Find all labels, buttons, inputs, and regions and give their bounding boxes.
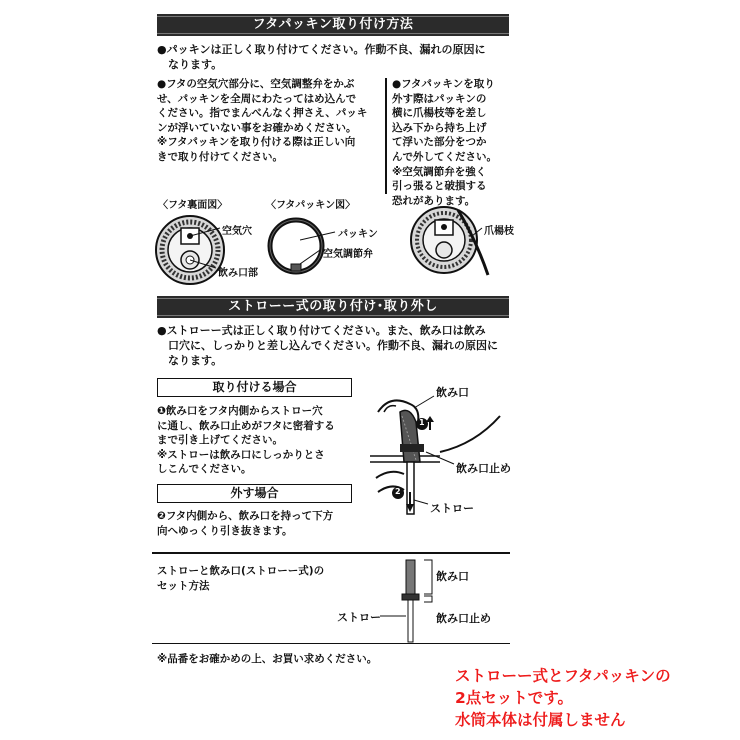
packing-right-note: ●フタパッキンを取り 外す際はパッキンの 横に爪楊枝等を差し 込み下から持ち上げ て浮いた部分をつか んで外してください。 ※空気調節弁を強く 引っ張ると破損する 恐れがあります。 <box>392 78 497 207</box>
set-straw-label: ストロー <box>337 611 381 624</box>
stopper-label: 飲み口止め <box>456 462 511 475</box>
air-valve-label: 空気調節弁 <box>323 249 373 260</box>
straw-leader <box>380 610 410 622</box>
toothpick-label: 爪楊枝 <box>484 226 514 237</box>
remove-text: ❷フタ内側から、飲み口を持って下方 向へゆっくり引き抜きます。 <box>157 510 334 537</box>
air-hole-label: 空気穴 <box>222 226 252 237</box>
packing-left-note: ●フタの空気穴部分に、空気調整弁をかぶ せ、パッキンを全周にわたってはめ込んで ください。指でまんべんなく押さえ、パッキ ンが浮いていない事をお確かめください。 ※フタパッキンを取り付ける際は正しい向 きで取り付けてください。 <box>157 78 368 163</box>
remove-header: 外す場合 <box>157 484 352 503</box>
set-title: ストローと飲み口(ストローー式)の セット方法 <box>157 565 325 592</box>
packing-intro: ●パッキンは正しく取り付けてください。作動不良、漏れの原因に なります。 <box>157 43 486 71</box>
straw-intro: ●ストローー式は正しく取り付けてください。また、飲み口は飲み 口穴に、しっかりと差し込んでください。作動不良、漏れの原因に なります。 <box>157 324 498 367</box>
attach-header: 取り付ける場合 <box>157 378 352 397</box>
step2-marker: 2 <box>395 487 401 496</box>
set-notice: ストローー式とフタパッキンの 2点セットです。 水筒本体は付属しません <box>455 667 671 729</box>
mouthpiece-label: 飲み口部 <box>218 268 258 279</box>
column-divider <box>385 78 387 194</box>
set-stopper-label: 飲み口止め <box>436 612 491 625</box>
toothpick-figure <box>406 200 516 280</box>
set-bottom-rule <box>152 643 510 644</box>
section-title-straw: ストローー式の取り付け･取り外し <box>157 296 509 318</box>
packing-label: パッキン <box>338 229 378 240</box>
attach-text: ❶飲み口をフタ内側からストロー穴 に通し、飲み口止めがフタに密着する まで引き上げてください。 ※ストローは飲み口にしっかりとさ しこんでください。 <box>157 405 335 476</box>
set-divider <box>152 552 510 554</box>
section-title-packing: フタパッキン取り付け方法 <box>157 14 509 36</box>
straw-label: ストロー <box>430 502 474 515</box>
set-mouth-label: 飲み口 <box>436 570 469 583</box>
fig-packing-title: 〈フタパッキン図〉 <box>266 200 356 211</box>
footer-note: ※品番をお確かめの上、お買い求めください。 <box>157 653 378 665</box>
mouth-label: 飲み口 <box>436 386 469 399</box>
fig-lid-back-title: 〈フタ裏面図〉 <box>158 200 228 211</box>
step1-marker: 1 <box>419 418 425 427</box>
